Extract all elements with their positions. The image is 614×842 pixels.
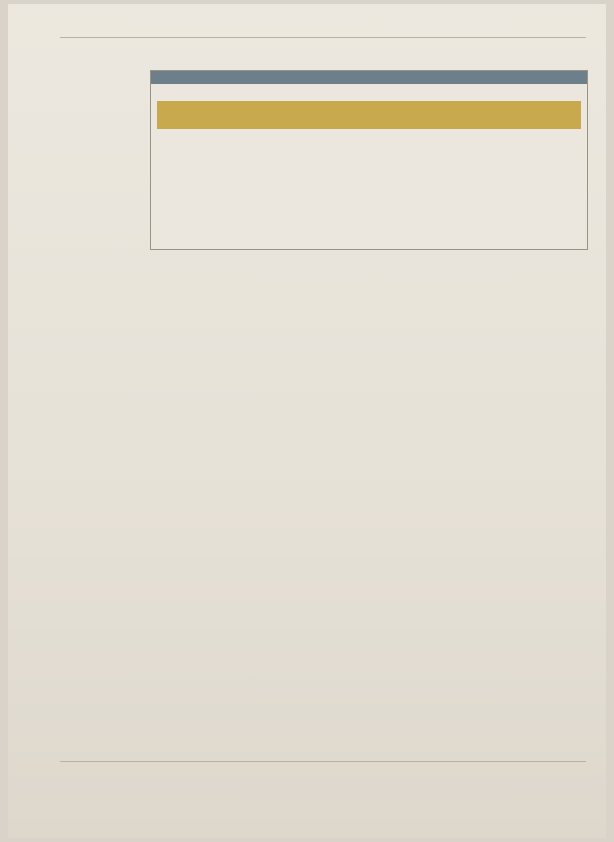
table-header-cell bbox=[301, 101, 351, 129]
header-divider bbox=[60, 37, 586, 38]
table-header-cell bbox=[157, 101, 261, 129]
journal-page bbox=[8, 4, 606, 838]
left-text-column bbox=[150, 316, 365, 320]
table-header-cell bbox=[351, 101, 401, 129]
footer-divider bbox=[60, 761, 586, 762]
table-1 bbox=[150, 70, 588, 250]
table-header-cell bbox=[501, 101, 581, 129]
table-header-cell bbox=[401, 101, 451, 129]
table-header-row bbox=[157, 101, 581, 129]
right-text-column bbox=[375, 316, 588, 320]
table-header-cell bbox=[261, 101, 301, 129]
table-label bbox=[151, 71, 587, 84]
table-header-cell bbox=[451, 101, 501, 129]
